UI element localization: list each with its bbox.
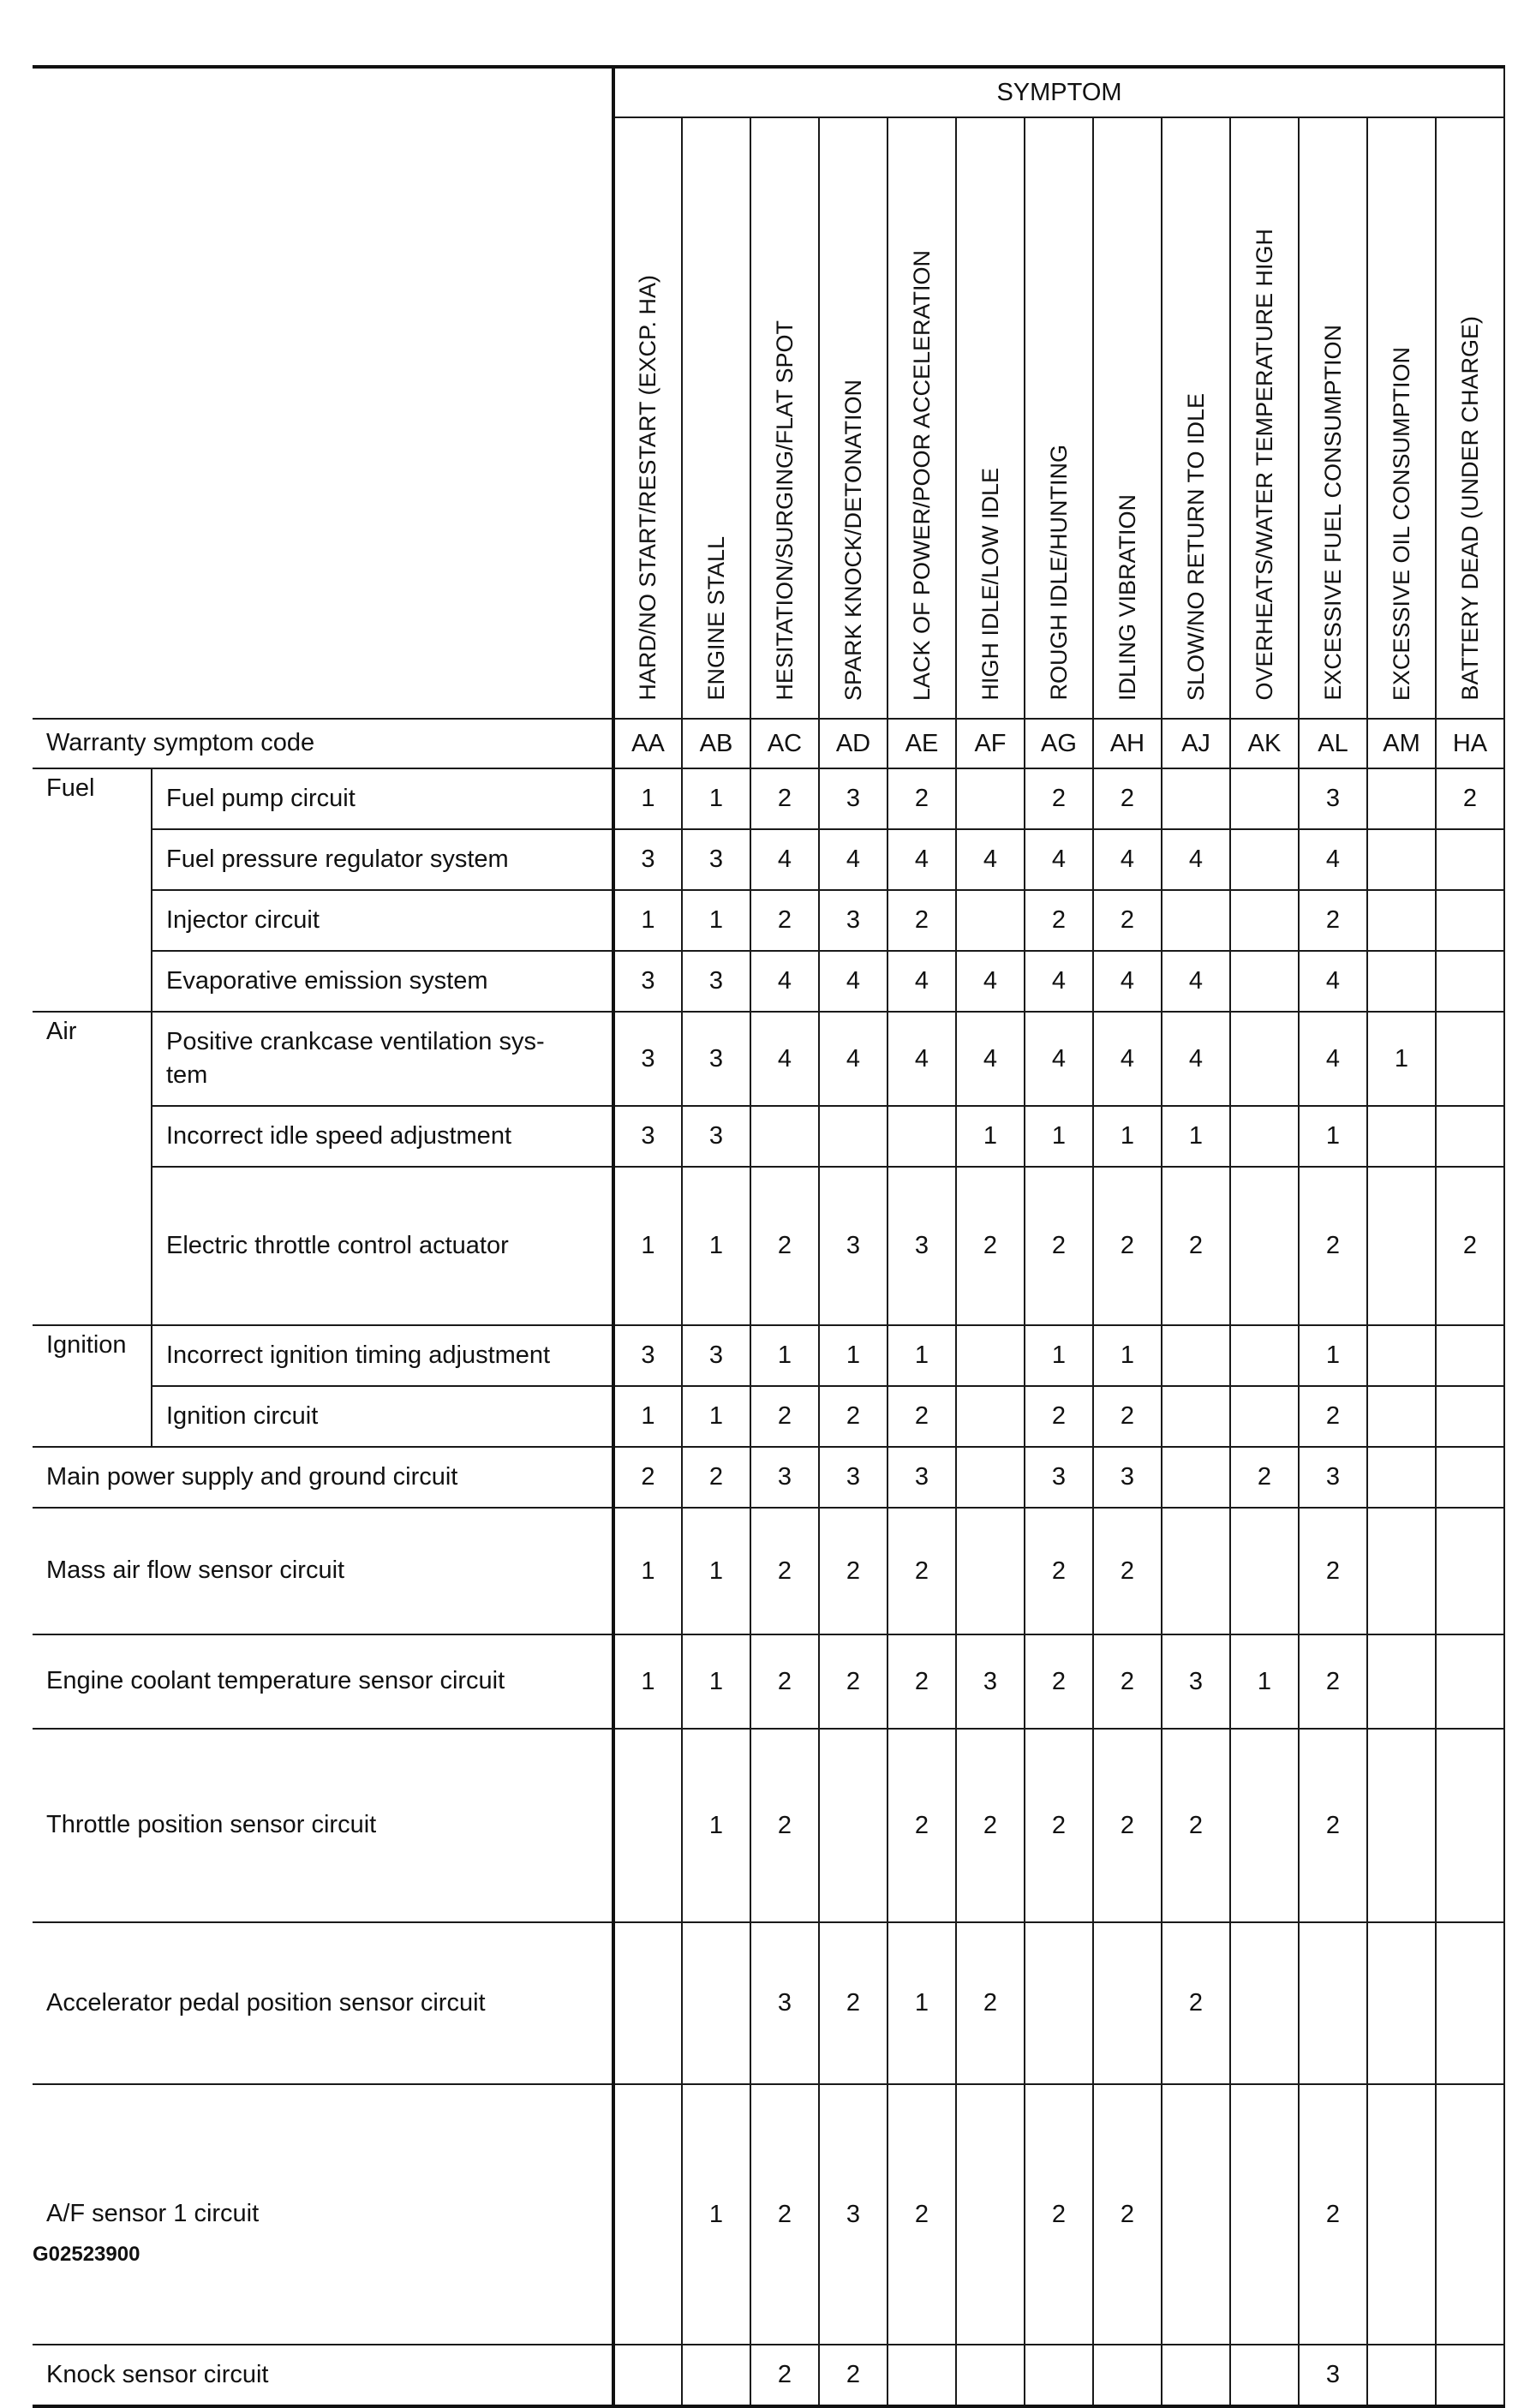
table-row (33, 1447, 1504, 1508)
rating-cell: 2 (819, 1634, 888, 1729)
rating-cell: 2 (1025, 1167, 1093, 1325)
symptom-name: OVERHEATS/WATER TEMPERATURE HIGH (1251, 229, 1277, 701)
rating-cell: 1 (682, 890, 750, 951)
rating-cell: 2 (750, 1386, 819, 1447)
rating-cell (1093, 2345, 1162, 2406)
rating-cell (956, 1325, 1025, 1386)
rating-cell: 1 (1367, 1012, 1436, 1106)
rating-cell: 3 (682, 951, 750, 1012)
row-label: Throttle position sensor circuit (33, 1729, 613, 1922)
rating-cell: 2 (1025, 1508, 1093, 1634)
rating-cell (613, 2345, 682, 2406)
rating-cell (956, 890, 1025, 951)
table-row (33, 1508, 1504, 1634)
rating-cell: 2 (956, 1167, 1025, 1325)
rating-cell: 2 (888, 768, 956, 829)
rating-cell: 1 (1093, 1325, 1162, 1386)
rating-cell: 2 (750, 890, 819, 951)
rating-cell (613, 2084, 682, 2345)
figure-code: G02523900 (33, 2243, 140, 2266)
rating-cell (1436, 1634, 1504, 1729)
table-row (33, 890, 1504, 951)
rating-cell (1162, 890, 1230, 951)
symptom-code: AA (613, 719, 682, 768)
rating-cell: 4 (956, 829, 1025, 890)
table-row (33, 1386, 1504, 1447)
rating-cell: 3 (819, 1447, 888, 1508)
rating-cell: 2 (819, 2345, 888, 2406)
rating-cell: 3 (819, 890, 888, 951)
rating-cell: 1 (682, 1508, 750, 1634)
rating-cell (1230, 890, 1299, 951)
rating-cell (1230, 1729, 1299, 1922)
rating-cell: 1 (1025, 1106, 1093, 1167)
symptom-name: HIGH IDLE/LOW IDLE (977, 468, 1003, 701)
header-blank-cell (33, 67, 613, 719)
rating-cell (1436, 1729, 1504, 1922)
symptom-name: EXCESSIVE OIL CONSUMPTION (1388, 346, 1414, 701)
rating-cell: 4 (956, 1012, 1025, 1106)
symptom-name: HARD/NO START/RESTART (EXCP. HA) (635, 275, 660, 701)
row-label: Main power supply and ground circuit (33, 1447, 613, 1508)
rating-cell: 3 (750, 1922, 819, 2084)
rating-cell: 2 (682, 1447, 750, 1508)
rating-cell (956, 1508, 1025, 1634)
rating-cell (1367, 1922, 1436, 2084)
rating-cell: 1 (1230, 1634, 1299, 1729)
rating-cell: 4 (1299, 1012, 1367, 1106)
rating-cell (1367, 1447, 1436, 1508)
rating-cell: 4 (1299, 951, 1367, 1012)
table-row (33, 1922, 1504, 2084)
rating-cell: 3 (682, 829, 750, 890)
rating-cell: 2 (1025, 1729, 1093, 1922)
rating-cell: 3 (682, 1325, 750, 1386)
rating-cell: 4 (1093, 951, 1162, 1012)
rating-cell (956, 768, 1025, 829)
rating-cell: 3 (1093, 1447, 1162, 1508)
rating-cell: 2 (888, 1634, 956, 1729)
rating-cell: 2 (1025, 2084, 1093, 2345)
rating-cell (1230, 951, 1299, 1012)
rating-cell: 1 (750, 1325, 819, 1386)
rating-cell: 3 (613, 829, 682, 890)
rating-cell: 2 (1299, 1167, 1367, 1325)
rating-cell: 4 (750, 1012, 819, 1106)
group-ignition: Ignition (33, 1325, 152, 1447)
symptom-column-header (750, 117, 819, 719)
rating-cell (682, 2345, 750, 2406)
rating-cell: 1 (1025, 1325, 1093, 1386)
rating-cell: 2 (1299, 1386, 1367, 1447)
rating-cell (1436, 1325, 1504, 1386)
rating-cell: 3 (613, 1106, 682, 1167)
rating-cell (1367, 1106, 1436, 1167)
rating-cell: 4 (888, 951, 956, 1012)
rating-cell: 1 (956, 1106, 1025, 1167)
rating-cell: 2 (1162, 1167, 1230, 1325)
row-label: Engine coolant temperature sensor circuit (33, 1634, 613, 1729)
symptom-column-header (1436, 117, 1504, 719)
rating-cell: 1 (682, 1729, 750, 1922)
symptom-column-header (888, 117, 956, 719)
rating-cell: 3 (613, 1012, 682, 1106)
rating-cell: 1 (613, 1634, 682, 1729)
rating-cell: 1 (682, 1386, 750, 1447)
rating-cell: 2 (1093, 1508, 1162, 1634)
rating-cell: 1 (1162, 1106, 1230, 1167)
rating-cell: 1 (613, 768, 682, 829)
symptom-column-header (1093, 117, 1162, 719)
rating-cell: 4 (1025, 829, 1093, 890)
rating-cell (1436, 1508, 1504, 1634)
rating-cell (1230, 768, 1299, 829)
rating-cell: 3 (750, 1447, 819, 1508)
table-row (33, 829, 1504, 890)
rating-cell: 2 (750, 2084, 819, 2345)
rating-cell: 3 (956, 1634, 1025, 1729)
rating-cell: 4 (1093, 829, 1162, 890)
rating-cell: 4 (1162, 951, 1230, 1012)
symptom-name: HESITATION/SURGING/FLAT SPOT (771, 320, 798, 701)
row-label: Mass air flow sensor circuit (33, 1508, 613, 1634)
rating-cell: 2 (750, 1634, 819, 1729)
row-label: Positive crankcase ventilation sys- tem (152, 1012, 613, 1106)
symptom-column-header (613, 117, 682, 719)
rating-cell: 4 (1299, 829, 1367, 890)
rating-cell: 2 (1436, 768, 1504, 829)
table-row (33, 768, 1504, 829)
rating-cell: 4 (1025, 1012, 1093, 1106)
row-label: Accelerator pedal position sensor circuit (33, 1922, 613, 2084)
symptom-code: AJ (1162, 719, 1230, 768)
rating-cell (1436, 1447, 1504, 1508)
rating-cell: 4 (1025, 951, 1093, 1012)
rating-cell (1230, 1167, 1299, 1325)
rating-cell: 4 (750, 829, 819, 890)
rating-cell (888, 2345, 956, 2406)
symptom-column-header (1230, 117, 1299, 719)
rating-cell: 1 (1299, 1106, 1367, 1167)
symptom-column-header (1025, 117, 1093, 719)
rating-cell (1162, 768, 1230, 829)
symptom-name: ROUGH IDLE/HUNTING (1045, 445, 1072, 701)
rating-cell: 2 (750, 768, 819, 829)
table-row (33, 2345, 1504, 2406)
group-air: Air (33, 1012, 152, 1325)
rating-cell: 1 (613, 1508, 682, 1634)
rating-cell: 3 (613, 951, 682, 1012)
rating-cell (1299, 1922, 1367, 2084)
rating-cell (1230, 2345, 1299, 2406)
row-label: Fuel pump circuit (152, 768, 613, 829)
rating-cell: 1 (682, 2084, 750, 2345)
symptom-code: AK (1230, 719, 1299, 768)
rating-cell: 2 (1299, 1634, 1367, 1729)
rating-cell (1162, 2345, 1230, 2406)
rating-cell (1230, 1012, 1299, 1106)
rating-cell: 3 (819, 768, 888, 829)
rating-cell (1230, 1386, 1299, 1447)
row-label: Electric throttle control actuator (152, 1167, 613, 1325)
table-row (33, 951, 1504, 1012)
rating-cell: 2 (819, 1386, 888, 1447)
rating-cell (613, 1729, 682, 1922)
rating-cell: 3 (613, 1325, 682, 1386)
rating-cell (1436, 829, 1504, 890)
symptom-column-header (819, 117, 888, 719)
rating-cell: 2 (750, 1167, 819, 1325)
symptom-name: BATTERY DEAD (UNDER CHARGE) (1456, 316, 1483, 701)
rating-cell (1436, 1386, 1504, 1447)
rating-cell (1230, 1922, 1299, 2084)
rating-cell: 3 (682, 1012, 750, 1106)
rating-cell: 2 (1025, 1386, 1093, 1447)
rating-cell (956, 2345, 1025, 2406)
row-label: Evaporative emission system (152, 951, 613, 1012)
rating-cell: 2 (819, 1922, 888, 2084)
rating-cell (1162, 1386, 1230, 1447)
rating-cell: 4 (819, 951, 888, 1012)
warranty-code-label: Warranty symptom code (33, 719, 613, 768)
rating-cell: 4 (1162, 829, 1230, 890)
symptom-code: HA (1436, 719, 1504, 768)
rating-cell: 3 (819, 2084, 888, 2345)
rating-cell (1230, 1508, 1299, 1634)
rating-cell: 2 (1093, 1386, 1162, 1447)
row-label: Injector circuit (152, 890, 613, 951)
rating-cell (1436, 1012, 1504, 1106)
rating-cell: 3 (1299, 1447, 1367, 1508)
symptom-column-header (1299, 117, 1367, 719)
rating-cell (1367, 1729, 1436, 1922)
rating-cell (1436, 1106, 1504, 1167)
rating-cell: 2 (1299, 2084, 1367, 2345)
rating-cell: 3 (1299, 768, 1367, 829)
row-label: Fuel pressure regulator system (152, 829, 613, 890)
rating-cell (956, 2084, 1025, 2345)
rating-cell (819, 1729, 888, 1922)
rating-cell: 1 (888, 1325, 956, 1386)
rating-cell: 2 (1093, 890, 1162, 951)
rating-cell (1436, 890, 1504, 951)
rating-cell (1436, 1922, 1504, 2084)
rating-cell: 4 (750, 951, 819, 1012)
symptom-code: AF (956, 719, 1025, 768)
rating-cell: 3 (1299, 2345, 1367, 2406)
rating-cell (1367, 1634, 1436, 1729)
rating-cell: 2 (1299, 1729, 1367, 1922)
rating-cell (1367, 768, 1436, 829)
rating-cell: 4 (888, 829, 956, 890)
rating-cell: 2 (1162, 1729, 1230, 1922)
table-row (33, 1106, 1504, 1167)
table-row (33, 1634, 1504, 1729)
symptom-matrix (33, 65, 1505, 2408)
symptom-name: SPARK KNOCK/DETONATION (840, 379, 866, 701)
symptom-column-header (1367, 117, 1436, 719)
symptom-code: AL (1299, 719, 1367, 768)
rating-cell (1367, 1167, 1436, 1325)
rating-cell (682, 1922, 750, 2084)
table-row (33, 1167, 1504, 1325)
rating-cell (888, 1106, 956, 1167)
rating-cell: 2 (1093, 1167, 1162, 1325)
table-row (33, 1325, 1504, 1386)
rating-cell: 2 (1436, 1167, 1504, 1325)
rating-cell: 1 (1093, 1106, 1162, 1167)
rating-cell: 2 (613, 1447, 682, 1508)
rating-cell: 2 (956, 1922, 1025, 2084)
rating-cell: 2 (819, 1508, 888, 1634)
rating-cell: 4 (819, 1012, 888, 1106)
rating-cell: 1 (682, 1634, 750, 1729)
rating-cell: 3 (1025, 1447, 1093, 1508)
rating-cell: 2 (888, 1508, 956, 1634)
rating-cell: 2 (1093, 1729, 1162, 1922)
rating-cell: 4 (956, 951, 1025, 1012)
rating-cell: 1 (819, 1325, 888, 1386)
rating-cell (1162, 1447, 1230, 1508)
rating-cell (1025, 1922, 1093, 2084)
rating-cell: 2 (1093, 1634, 1162, 1729)
rating-cell (1367, 1386, 1436, 1447)
rating-cell: 3 (888, 1447, 956, 1508)
rating-cell: 2 (1299, 890, 1367, 951)
rating-cell: 2 (750, 2345, 819, 2406)
rating-cell: 2 (888, 1386, 956, 1447)
table-row (33, 1012, 1504, 1106)
symptom-code: AD (819, 719, 888, 768)
symptom-name: ENGINE STALL (702, 536, 729, 701)
row-label: Knock sensor circuit (33, 2345, 613, 2406)
rating-cell (1230, 1106, 1299, 1167)
rating-cell: 2 (1230, 1447, 1299, 1508)
rating-cell: 1 (682, 1167, 750, 1325)
symptom-name: LACK OF POWER/POOR ACCELERATION (908, 249, 935, 701)
warranty-code-row (33, 719, 1504, 768)
rating-cell (1436, 2345, 1504, 2406)
rating-cell (1230, 1325, 1299, 1386)
rating-cell: 2 (1025, 1634, 1093, 1729)
rating-cell: 1 (613, 1386, 682, 1447)
rating-cell (1367, 951, 1436, 1012)
row-label: A/F sensor 1 circuit (33, 2084, 613, 2345)
rating-cell: 2 (888, 890, 956, 951)
symptom-name: SLOW/NO RETURN TO IDLE (1182, 392, 1209, 701)
symptom-code: AG (1025, 719, 1093, 768)
symptom-table (33, 65, 1505, 2408)
rating-cell: 3 (819, 1167, 888, 1325)
rating-cell (1230, 829, 1299, 890)
rating-cell: 2 (750, 1508, 819, 1634)
rating-cell: 2 (888, 1729, 956, 1922)
rating-cell (1162, 1325, 1230, 1386)
row-label: Incorrect idle speed adjustment (152, 1106, 613, 1167)
rating-cell: 4 (1162, 1012, 1230, 1106)
table-row (33, 1729, 1504, 1922)
symptom-title: SYMPTOM (613, 67, 1504, 117)
symptom-code: AE (888, 719, 956, 768)
symptom-column-header (682, 117, 750, 719)
rating-cell: 3 (682, 1106, 750, 1167)
rating-cell (613, 1922, 682, 2084)
symptom-name: EXCESSIVE FUEL CONSUMPTION (1319, 325, 1346, 701)
row-label: Ignition circuit (152, 1386, 613, 1447)
rating-cell (1230, 2084, 1299, 2345)
rating-cell: 2 (1025, 890, 1093, 951)
symptom-column-header (1162, 117, 1230, 719)
rating-cell (1367, 2084, 1436, 2345)
rating-cell: 2 (750, 1729, 819, 1922)
rating-cell: 4 (888, 1012, 956, 1106)
rating-cell (1025, 2345, 1093, 2406)
rating-cell: 1 (682, 768, 750, 829)
rating-cell: 3 (888, 1167, 956, 1325)
symptom-code: AC (750, 719, 819, 768)
row-label: Incorrect ignition timing adjustment (152, 1325, 613, 1386)
symptom-code: AB (682, 719, 750, 768)
rating-cell: 2 (1299, 1508, 1367, 1634)
rating-cell: 1 (613, 1167, 682, 1325)
rating-cell (1093, 1922, 1162, 2084)
rating-cell: 1 (888, 1922, 956, 2084)
rating-cell: 2 (1025, 768, 1093, 829)
rating-cell (1367, 890, 1436, 951)
rating-cell (1367, 829, 1436, 890)
rating-cell (1162, 2084, 1230, 2345)
rating-cell (1436, 2084, 1504, 2345)
rating-cell: 3 (1162, 1634, 1230, 1729)
rating-cell (1436, 951, 1504, 1012)
rating-cell (956, 1447, 1025, 1508)
rating-cell (819, 1106, 888, 1167)
rating-cell: 4 (819, 829, 888, 890)
rating-cell: 4 (1093, 1012, 1162, 1106)
symptom-code: AH (1093, 719, 1162, 768)
rating-cell: 2 (1093, 2084, 1162, 2345)
rating-cell (750, 1106, 819, 1167)
rating-cell (956, 1386, 1025, 1447)
rating-cell (1162, 1508, 1230, 1634)
rating-cell: 1 (1299, 1325, 1367, 1386)
rating-cell: 2 (956, 1729, 1025, 1922)
rating-cell: 2 (1162, 1922, 1230, 2084)
rating-cell (1367, 1325, 1436, 1386)
symptom-code: AM (1367, 719, 1436, 768)
rating-cell (1367, 1508, 1436, 1634)
symptom-name: IDLING VIBRATION (1114, 493, 1140, 701)
rating-cell: 2 (888, 2084, 956, 2345)
rating-cell: 1 (613, 890, 682, 951)
symptom-column-header (956, 117, 1025, 719)
rating-cell: 2 (1093, 768, 1162, 829)
group-fuel: Fuel (33, 768, 152, 1012)
rating-cell (1367, 2345, 1436, 2406)
table-row (33, 2084, 1504, 2345)
